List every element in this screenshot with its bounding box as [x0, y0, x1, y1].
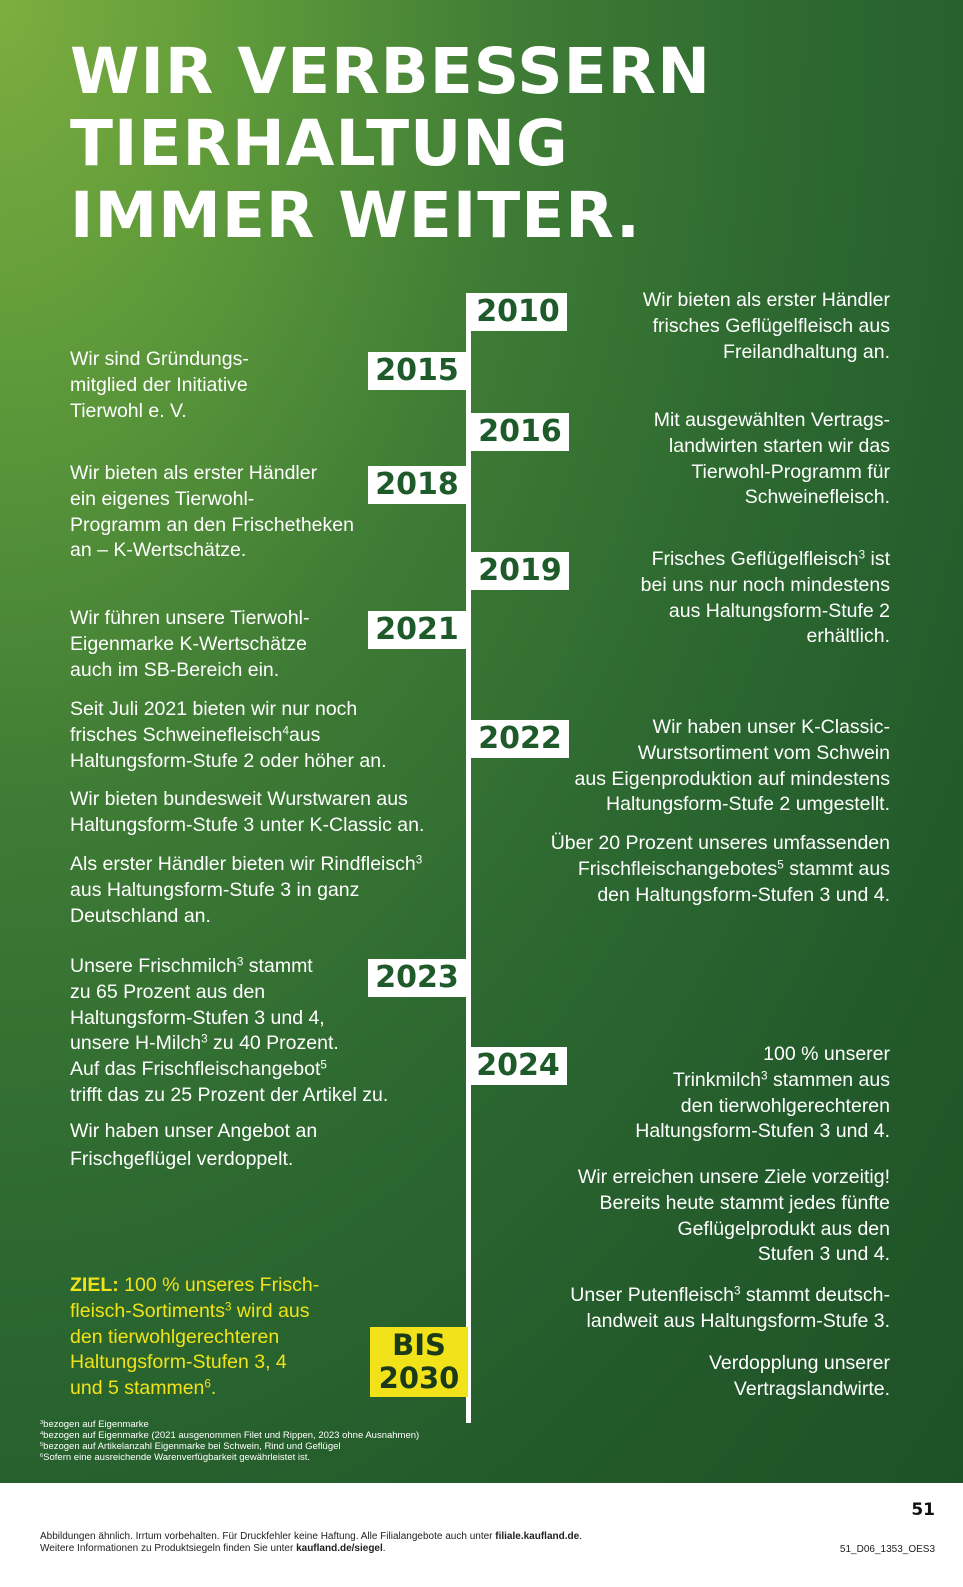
footnote-number: 5	[40, 1441, 44, 1448]
text-2021-c	[70, 787, 424, 839]
text-line: zu 40 Prozent.	[207, 1032, 339, 1055]
text-2022-b	[551, 831, 890, 908]
siegel-link[interactable]: kaufland.de/siegel	[296, 1543, 383, 1554]
text-line: 100 % unserer	[763, 1043, 890, 1065]
filiale-link[interactable]: filiale.kaufland.de	[495, 1531, 580, 1542]
text-2024-b	[578, 1165, 890, 1268]
text-line: den tierwohlgerechteren	[680, 1094, 890, 1117]
text-line: den Haltungsform-Stufen 3 und 4.	[597, 883, 890, 906]
year-2021-label: 2021	[368, 611, 466, 649]
page-title	[70, 36, 711, 252]
text-line: ist	[865, 548, 890, 570]
text-2030-b	[709, 1351, 890, 1403]
text-line: Wir bieten bundesweit Wurstwaren aus	[70, 788, 408, 810]
text-line: Schweinefleisch.	[744, 486, 890, 509]
text-line: Als erster Händler bieten wir Rindfleisch	[70, 853, 416, 875]
text-line: bei uns nur noch mindestens	[640, 573, 890, 596]
text-line: frisches Geflügelfleisch aus	[652, 314, 890, 337]
text-line: Wurstsortiment vom Schwein	[637, 741, 890, 764]
text-line: ein eigenes Tierwohl-	[70, 487, 255, 510]
goal-label: ZIEL:	[70, 1274, 119, 1296]
text-line: aus Haltungsform-Stufe 3 in ganz	[70, 878, 360, 901]
text-2030-a	[570, 1283, 890, 1335]
text-line: Frisches Geflügelfleisch	[651, 548, 859, 570]
text-line: unsere H-Milch	[70, 1032, 202, 1055]
year-2030-goal-label	[370, 1327, 468, 1397]
title-line-3: IMMER WEITER.	[70, 179, 641, 252]
text-line: Haltungsform-Stufen 3 und 4.	[635, 1120, 890, 1143]
text-line: Trinkmilch	[672, 1068, 762, 1091]
text-line: zu 65 Prozent aus den	[70, 980, 266, 1003]
footnote-number: 3	[40, 1419, 44, 1426]
text-line: Programm an den Frischetheken	[70, 513, 354, 536]
text-line: stammen aus	[767, 1068, 890, 1091]
year-2018-label: 2018	[368, 466, 466, 504]
text-line: Haltungsform-Stufe 3 unter K-Classic an.	[70, 813, 425, 836]
text-line: landweit aus Haltungsform-Stufe 3.	[586, 1309, 890, 1332]
text-line: landwirten starten wir das	[668, 434, 890, 457]
footnote-ref: 6	[204, 1377, 211, 1391]
text-line: auch im SB-Bereich ein.	[70, 658, 280, 681]
text-2021-d	[70, 852, 422, 929]
footnote-text: Sofern eine ausreichende Warenverfügbarkeit gewährleistet ist.	[43, 1452, 311, 1463]
footnote-ref: 3	[224, 1300, 232, 1314]
text-line: Haltungsform-Stufen 3, 4	[70, 1351, 287, 1374]
text-line: wird aus	[231, 1299, 310, 1322]
text-line: Haltungsform-Stufe 2 oder höher an.	[70, 749, 387, 772]
footnote-ref: 3	[761, 1069, 768, 1083]
footnote-number: 4	[40, 1430, 44, 1437]
text-line: trifft das zu 25 Prozent der Artikel zu.	[70, 1083, 389, 1106]
text-line: an – K-Wertschätze.	[70, 539, 247, 562]
footnote-ref: 4	[282, 724, 289, 738]
text-line: aus Eigenproduktion auf mindestens	[574, 767, 890, 790]
text-2016	[654, 408, 890, 511]
footnote-ref: 3	[415, 853, 423, 867]
year-2023-label: 2023	[368, 959, 466, 997]
legal-footer	[40, 1531, 582, 1555]
bis-year: 2030	[378, 1361, 460, 1395]
text-line: Wir haben unser Angebot an	[70, 1120, 318, 1142]
text-line: stammt	[243, 955, 313, 977]
text-line: Verdopplung unserer	[708, 1352, 890, 1374]
year-2019-label: 2019	[471, 552, 569, 590]
text-line: und 5 stammen	[70, 1377, 205, 1400]
text-line: Wir führen unsere Tierwohl-	[70, 607, 310, 629]
text-line: mitglied der Initiative	[70, 373, 248, 396]
text-2015	[70, 347, 249, 424]
text-line: Wir sind Gründungs-	[70, 348, 249, 370]
title-line-2: TIERHALTUNG	[70, 107, 569, 180]
text-line: Bereits heute stammt jedes fünfte	[599, 1191, 890, 1214]
footnote-4	[40, 1430, 419, 1441]
text-line: 100 % unseres Frisch-	[118, 1274, 320, 1296]
text-2021-b	[70, 697, 387, 774]
footnote-text: bezogen auf Eigenmarke (2021 ausgenommen Filet und Rippen, 2023 ohne Ausnahmen)	[43, 1430, 420, 1441]
text-line: Tierwohl-Programm für	[691, 460, 890, 483]
footnote-ref: 3	[733, 1284, 741, 1298]
text-line: fleisch-Sortiments	[70, 1299, 225, 1322]
legal-text: Weitere Informationen zu Produktsiegeln finden Sie unter	[40, 1543, 297, 1554]
text-line: Vertragslandwirte.	[733, 1377, 890, 1400]
print-code: 51_D06_1353_OES3	[839, 1544, 935, 1555]
year-2015-label: 2015	[368, 352, 466, 390]
text-line: .	[210, 1377, 217, 1400]
footnote-3	[40, 1419, 419, 1430]
goal-2030-text	[70, 1273, 319, 1402]
text-line: Geflügelprodukt aus den	[677, 1217, 890, 1240]
text-line: Auf das Frischfleischangebot	[70, 1058, 321, 1081]
footnote-number: 6	[40, 1452, 44, 1459]
footnote-ref: 3	[236, 955, 244, 969]
footnote-5	[40, 1441, 419, 1452]
text-2022-a	[575, 715, 890, 818]
text-line: aus Haltungsform-Stufe 2	[668, 599, 890, 622]
text-line: Unsere Frischmilch	[70, 955, 237, 977]
text-line: Über 20 Prozent unseres umfassenden	[550, 832, 890, 854]
text-line: frisches Schweinefleisch	[70, 723, 283, 746]
year-2016-label: 2016	[471, 413, 569, 451]
text-line: Unser Putenfleisch	[570, 1284, 734, 1306]
text-line: stammt aus	[783, 857, 890, 880]
text-line: stammt deutsch-	[740, 1284, 890, 1306]
text-line: Deutschland an.	[70, 904, 211, 927]
text-2023-a	[70, 954, 388, 1109]
title-line-1: WIR VERBESSERN	[70, 35, 711, 108]
text-line: Eigenmarke K-Wertschätze	[70, 632, 307, 655]
footnote-ref: 5	[320, 1058, 327, 1072]
footnotes	[40, 1419, 419, 1463]
text-line: Wir haben unser K-Classic-	[652, 716, 890, 738]
legal-text-end: .	[579, 1531, 582, 1542]
text-line: Stufen 3 und 4.	[757, 1243, 890, 1266]
timeline-spine	[466, 293, 471, 1423]
footnote-text: bezogen auf Eigenmarke	[43, 1419, 149, 1430]
text-line: Frischgeflügel verdoppelt.	[70, 1147, 294, 1170]
text-2018	[70, 461, 354, 564]
year-2010-label: 2010	[469, 293, 567, 331]
text-2010	[643, 288, 890, 365]
text-line: Frischfleischangebotes	[577, 857, 778, 880]
footnote-6	[40, 1452, 419, 1463]
footnote-ref: 5	[777, 858, 784, 872]
legal-line-1	[40, 1531, 582, 1543]
bis-label: BIS	[392, 1328, 446, 1362]
text-line: den tierwohlgerechteren	[70, 1325, 280, 1348]
text-line: erhältlich.	[806, 625, 890, 648]
footnote-ref: 3	[201, 1032, 208, 1046]
text-2023-b	[70, 1118, 317, 1173]
text-line: Mit ausgewählten Vertrags-	[653, 409, 890, 431]
text-2019	[641, 547, 890, 650]
text-line: Haltungsform-Stufe 2 umgestellt.	[606, 793, 890, 816]
text-line: Haltungsform-Stufen 3 und 4,	[70, 1006, 325, 1029]
text-2024-a	[635, 1042, 890, 1145]
text-line: Seit Juli 2021 bieten wir nur noch	[70, 698, 358, 720]
legal-line-2	[40, 1543, 582, 1555]
text-line: aus	[288, 723, 321, 746]
footnote-ref: 3	[858, 548, 866, 562]
text-line: Tierwohl e. V.	[70, 399, 187, 422]
year-2024-label: 2024	[469, 1047, 567, 1085]
legal-text-end: .	[382, 1543, 386, 1554]
footnote-text: bezogen auf Artikelanzahl Eigenmarke bei Schwein, Rind und Geflügel	[43, 1441, 341, 1452]
year-2022-label: 2022	[471, 720, 569, 758]
page-number: 51	[911, 1500, 935, 1520]
text-line: Wir bieten als erster Händler	[70, 462, 318, 484]
text-line: Freilandhaltung an.	[723, 340, 890, 363]
text-line: Wir bieten als erster Händler	[642, 289, 890, 311]
legal-text: Abbildungen ähnlich. Irrtum vorbehalten. Für Druckfehler keine Haftung. Alle Filialangebote auch unter	[40, 1531, 496, 1542]
text-line: Wir erreichen unsere Ziele vorzeitig!	[577, 1166, 890, 1188]
text-2021-a	[70, 606, 310, 683]
